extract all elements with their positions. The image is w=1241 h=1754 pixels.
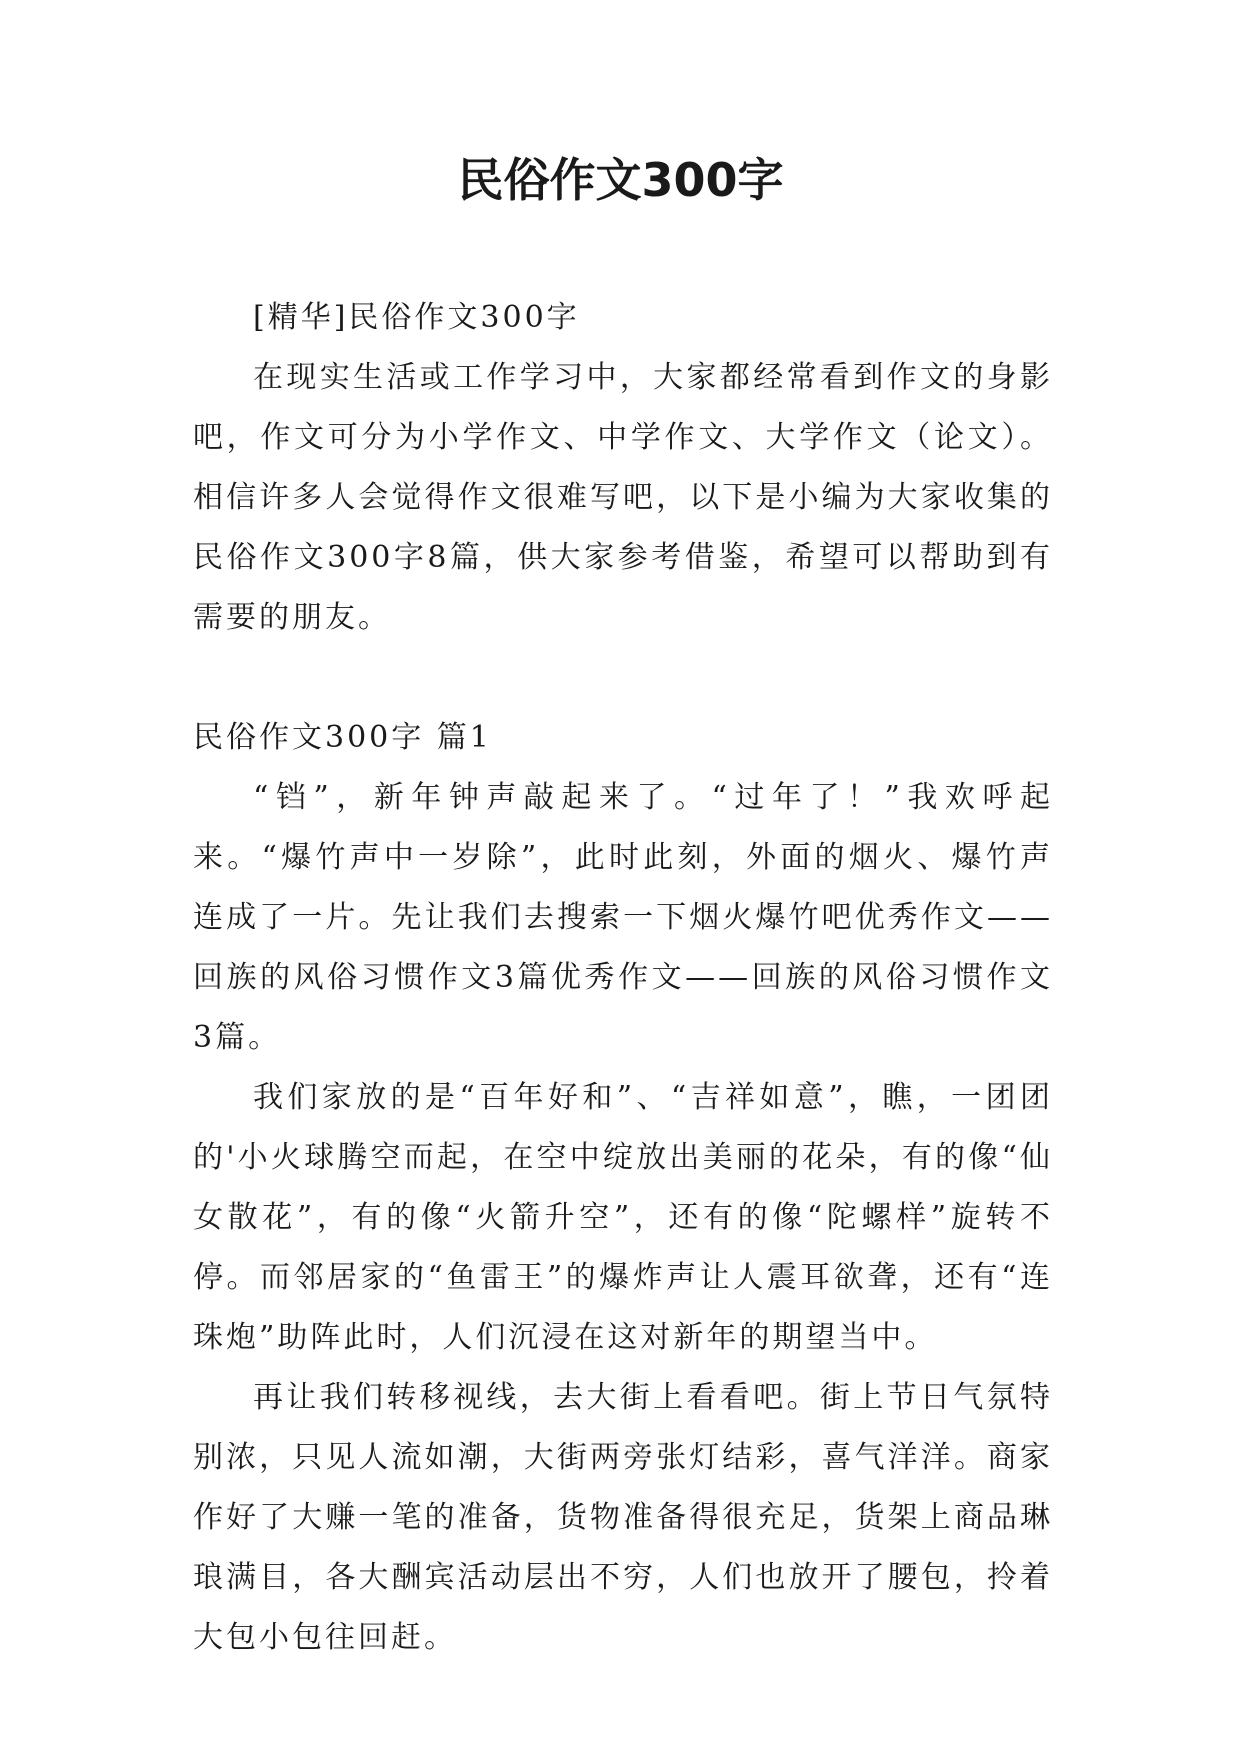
- body-paragraph-2: 我们家放的是“百年好和”、“吉祥如意”，瞧，一团团的'小火球腾空而起，在空中绽放出美丽的花朵，有的像“仙女散花”，有的像“火箭升空”，还有的像“陀螺样”旋转不停。而邻居家的“鱼雷王”的爆炸声让人震耳欲聋，还有“连珠炮”助阵此时，人们沉浸在这对新年的期望当中。: [193, 1080, 1053, 1355]
- body-paragraph-3: 再让我们转移视线，去大街上看看吧。街上节日气氛特别浓，只见人流如潮，大街两旁张灯结彩，喜气洋洋。商家作好了大赚一笔的准备，货物准备得很充足，货架上商品琳琅满目，各大酬宾活动层出不穷，人们也放开了腰包，拎着大包小包往回赶。: [193, 1380, 1053, 1655]
- section-heading: 民俗作文300字 篇1: [193, 720, 492, 755]
- document-title: 民俗作文300字: [457, 153, 784, 207]
- body-paragraph-1: “铛”，新年钟声敲起来了。“过年了！”我欢呼起来。“爆竹声中一岁除”，此时此刻，外面的烟火、爆竹声连成了一片。先让我们去搜索一下烟火爆竹吧优秀作文——回族的风俗习惯作文3篇优秀作文——回族的风俗习惯作文3篇。: [193, 780, 1053, 1055]
- document-body: [193, 288, 1053, 1668]
- document-subtitle: [精华]民俗作文300字: [253, 300, 580, 335]
- intro-paragraph: 在现实生活或工作学习中，大家都经常看到作文的身影吧，作文可分为小学作文、中学作文、大学作文（论文）。相信许多人会觉得作文很难写吧，以下是小编为大家收集的民俗作文300字8篇，供大家参考借鉴，希望可以帮助到有需要的朋友。: [193, 360, 1053, 635]
- section-gap: [193, 648, 1053, 708]
